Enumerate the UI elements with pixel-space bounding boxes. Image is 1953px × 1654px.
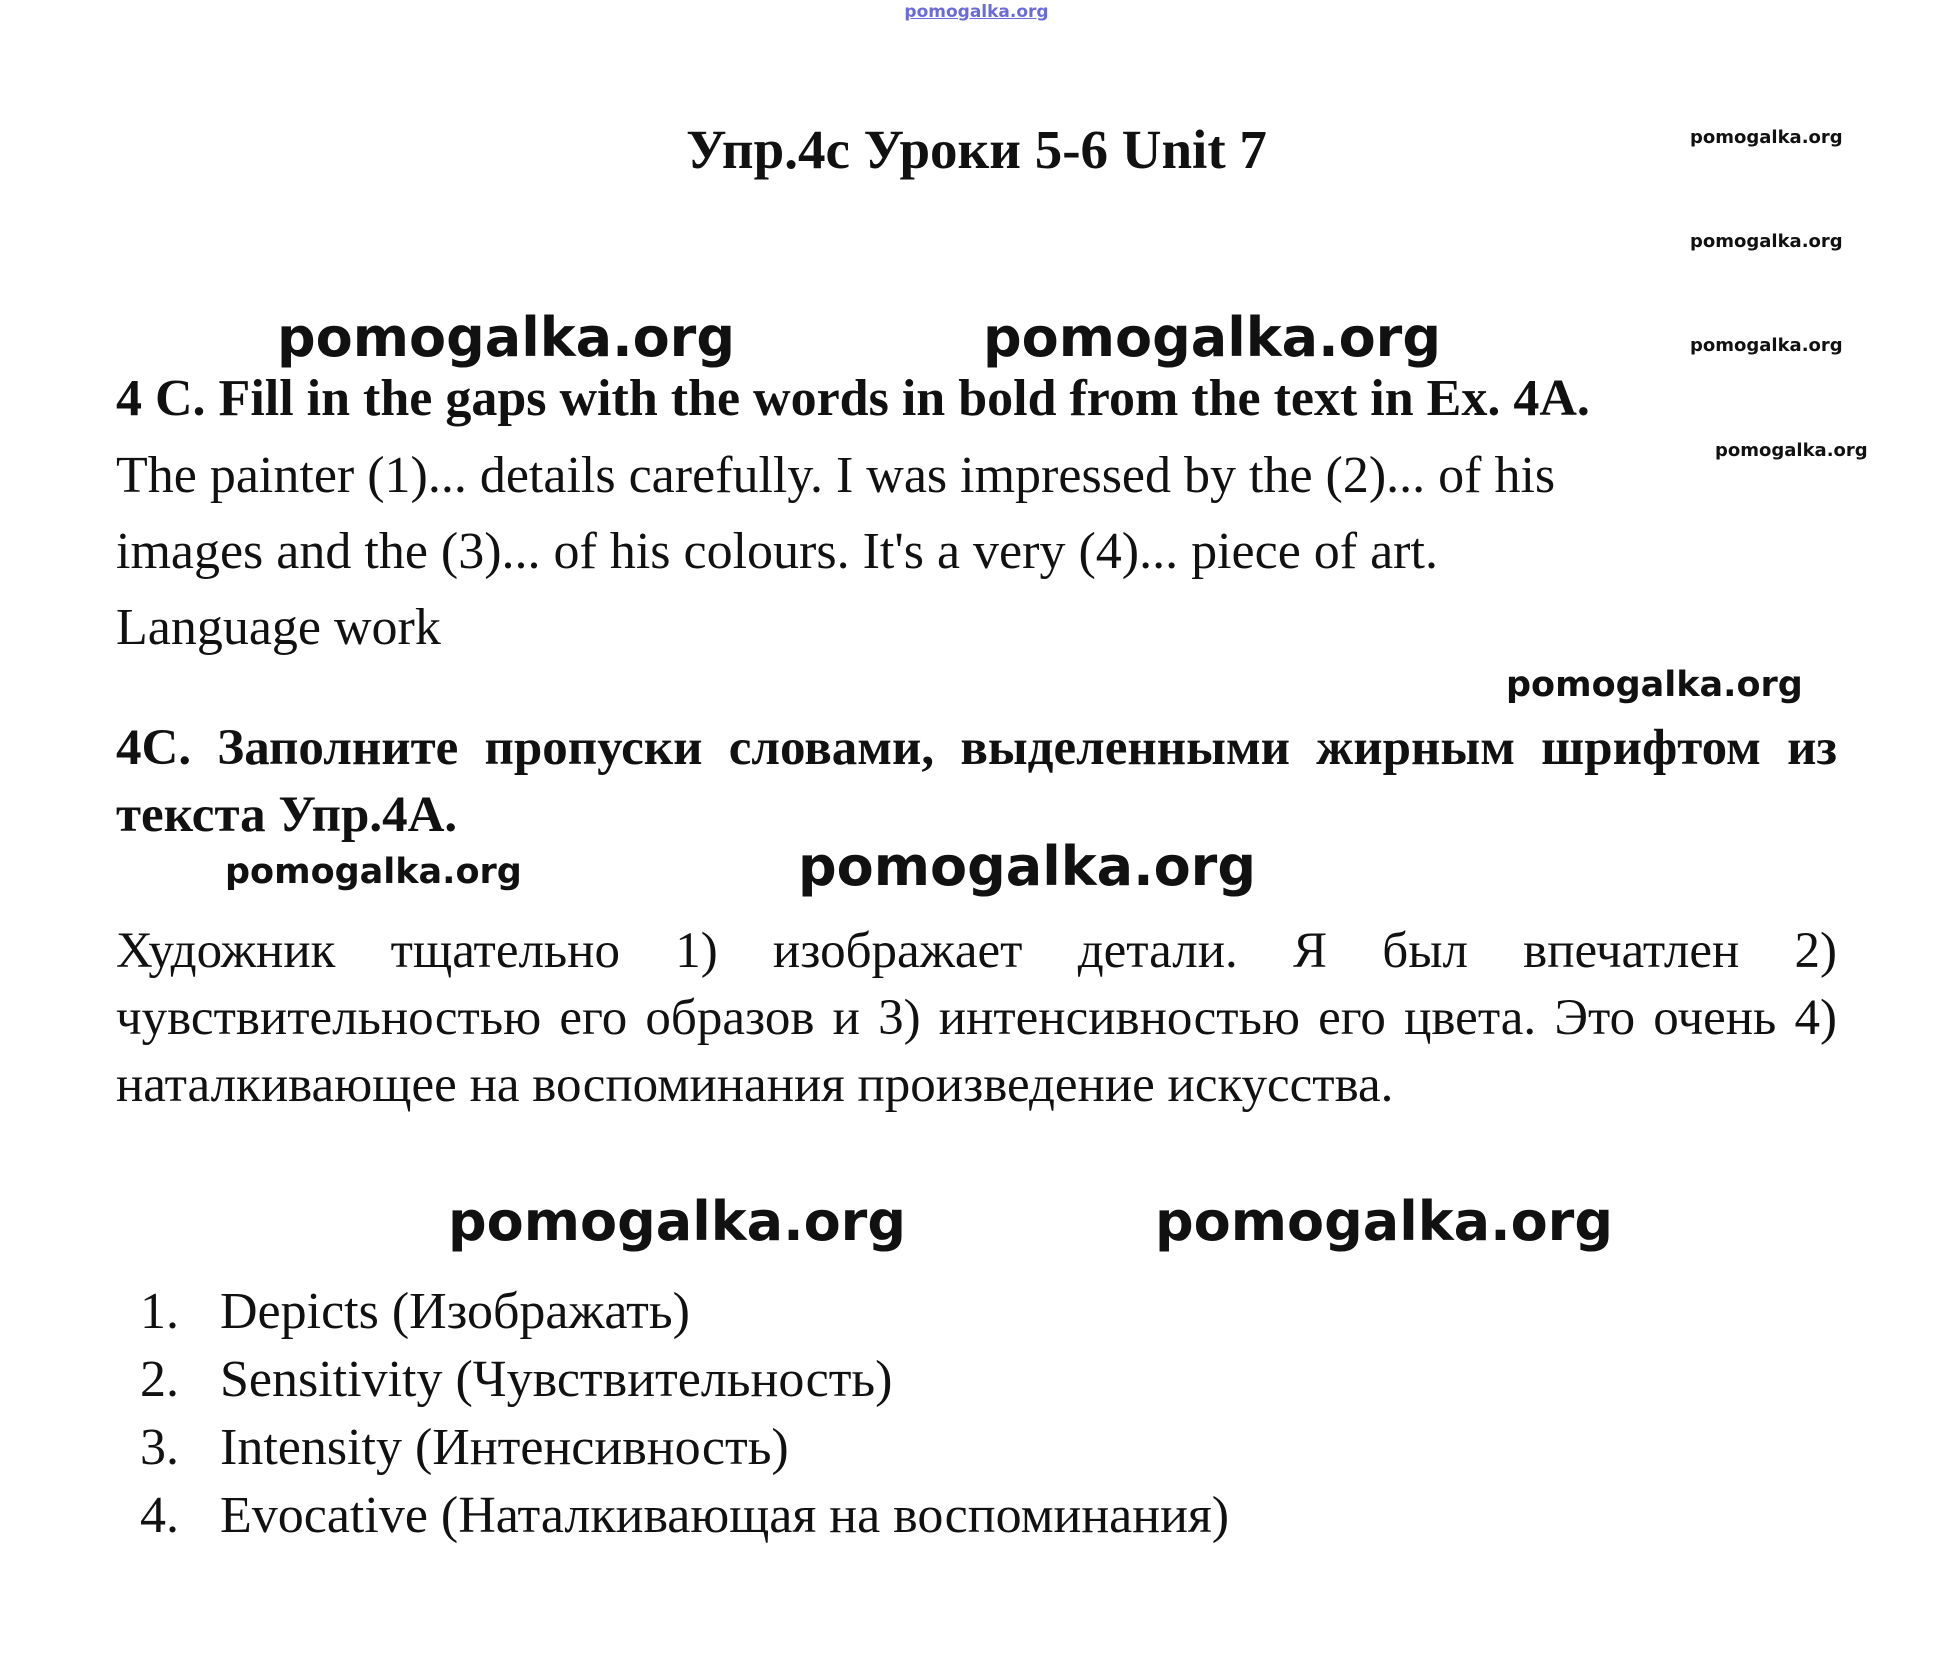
watermark-large: pomogalka.org — [798, 835, 1256, 898]
watermark-large: pomogalka.org — [1155, 1190, 1613, 1253]
task-heading-en: 4 C. Fill in the gaps with the words in bold from the text in Ex. 4A. — [116, 370, 1590, 427]
list-item-number: 3. — [140, 1419, 179, 1476]
watermark-medium: pomogalka.org — [1506, 665, 1803, 705]
list-item-number: 4. — [140, 1487, 179, 1544]
watermark-small: pomogalka.org — [1690, 127, 1843, 148]
watermark-large: pomogalka.org — [983, 306, 1441, 369]
list-item-text: Depicts (Изображать) — [220, 1283, 690, 1340]
section-label-language-work: Language work — [116, 599, 441, 656]
list-item-number: 2. — [140, 1351, 179, 1408]
list-item — [140, 1346, 1229, 1414]
answer-list — [140, 1278, 1229, 1550]
list-item — [140, 1278, 1229, 1346]
list-item-text: Sensitivity (Чувствительность) — [220, 1351, 893, 1408]
watermark-large: pomogalka.org — [448, 1190, 906, 1253]
watermark-medium: pomogalka.org — [225, 852, 522, 892]
list-item-number: 1. — [140, 1283, 179, 1340]
list-item-text: Intensity (Интенсивность) — [220, 1419, 789, 1476]
watermark-top-link[interactable]: pomogalka.org — [904, 2, 1049, 22]
watermark-small: pomogalka.org — [1690, 231, 1843, 252]
list-item — [140, 1482, 1229, 1550]
watermark-small: pomogalka.org — [1690, 335, 1843, 356]
translation-text: Художник тщательно 1) изображает детали. Я был впечатлен 2) чувствительностью его образов и 3) интенсивностью его цвета. Это очень 4) наталкивающее на воспоминания произведение искусства. — [116, 923, 1837, 1113]
watermark-large: pomogalka.org — [277, 306, 735, 369]
task-heading-ru: 4С. Заполните пропуски словами, выделенными жирным шрифтом из текста Упр.4А. — [116, 720, 1837, 843]
list-item-text: Evocative (Наталкивающая на воспоминания) — [220, 1487, 1230, 1544]
page-title: Упр.4с Уроки 5-6 Unit 7 — [686, 119, 1267, 180]
list-item — [140, 1414, 1229, 1482]
exercise-text-line: images and the (3)... of his colours. It's a very (4)... piece of art. — [116, 523, 1438, 580]
watermark-small: pomogalka.org — [1715, 440, 1868, 461]
exercise-text-line: The painter (1)... details carefully. I was impressed by the (2)... of his — [116, 447, 1556, 504]
